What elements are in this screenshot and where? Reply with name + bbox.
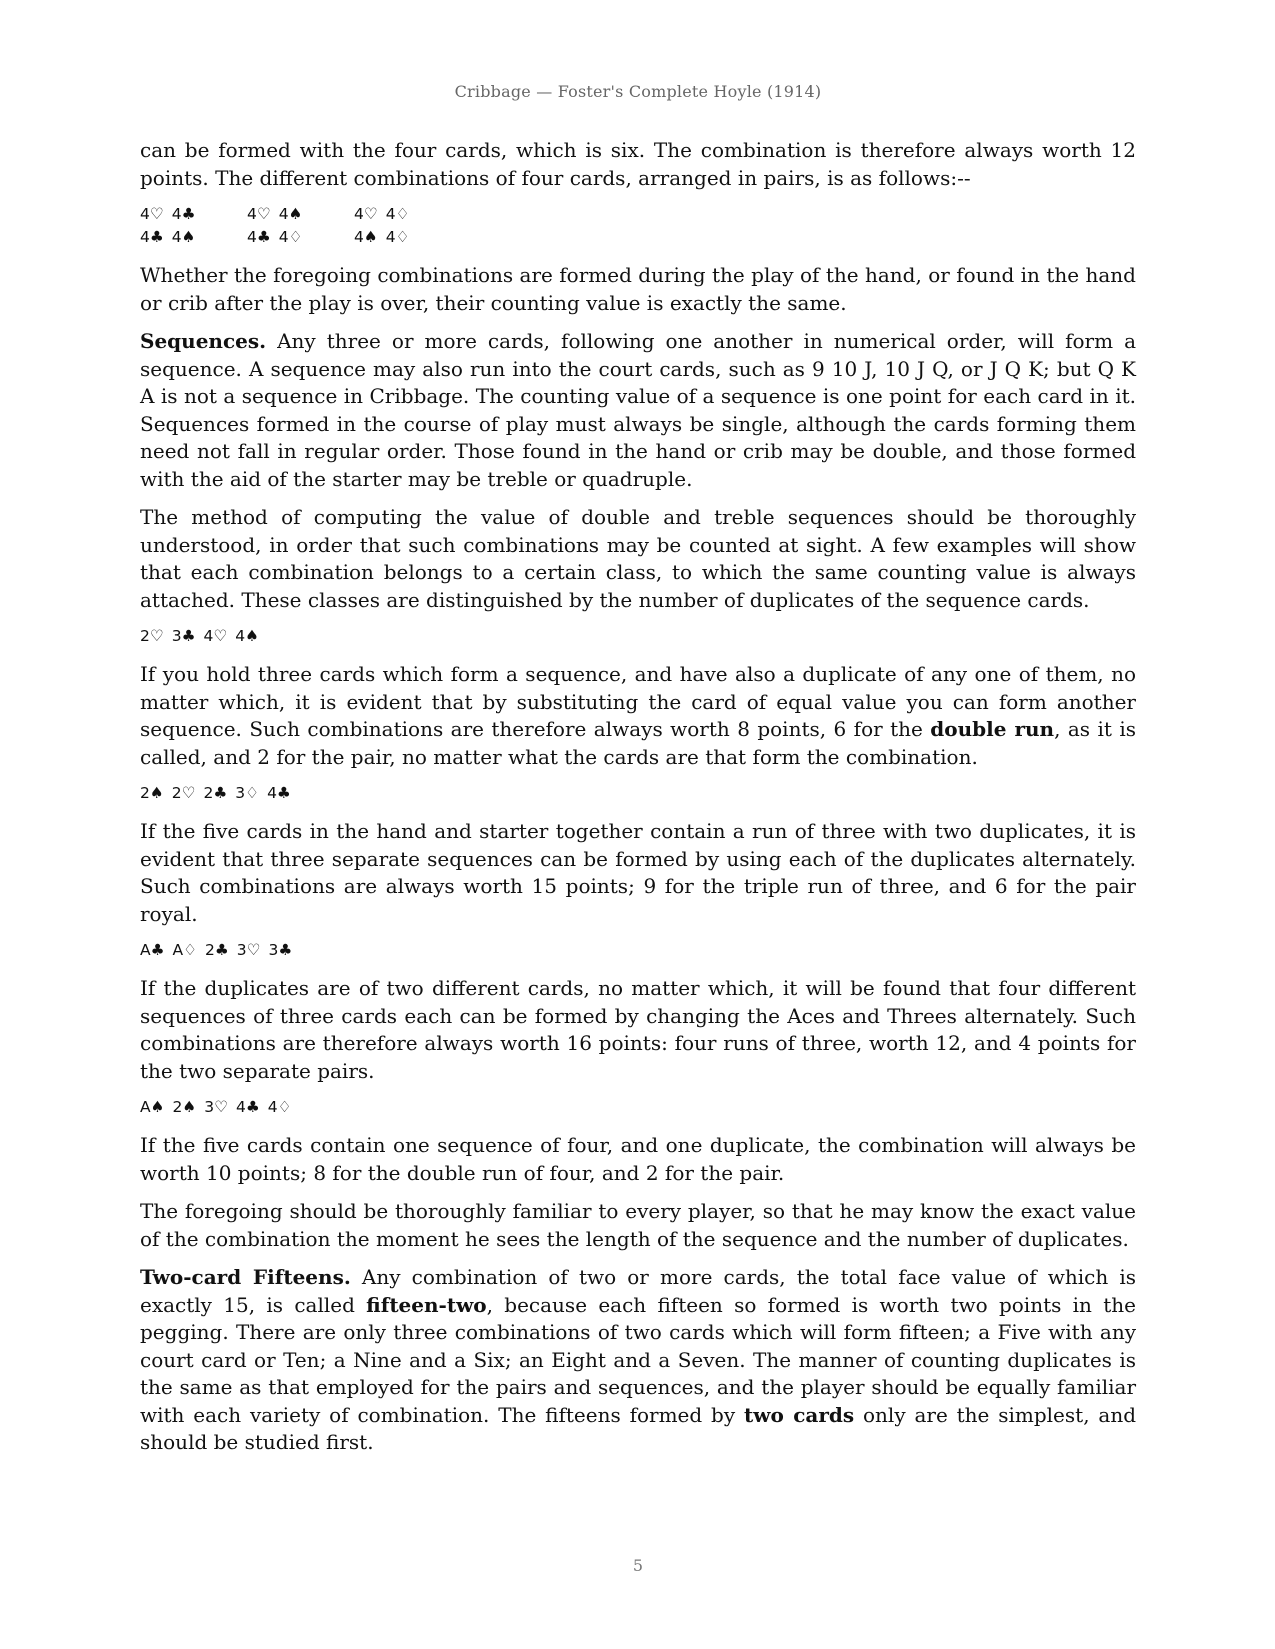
paragraph-computing-method: The method of computing the value of double and treble sequences should be thoroughly understood, in order that such combinations may be counted at sight. A few examples will show that each combination belongs to a certain class, to which the same counting value is always attached. These classes are distinguished by the number of duplicates of the sequence cards. — [140, 505, 1136, 612]
pairs-combinations-table — [140, 203, 1136, 249]
card: 3♢ — [235, 784, 260, 802]
card-pair — [247, 203, 354, 226]
paragraph-pairs-intro: can be formed with the four cards, which is six. The combination is therefore always worth 12 points. The different combinations of four cards, arranged in pairs, is as follows:-- — [140, 138, 1136, 190]
paragraph-quadruple-run: If the duplicates are of two different cards, no matter which, it will be found that four different sequences of three cards each can be formed by changing the Aces and Threes alternately. Such combinations are therefore always worth 16 points: four runs of three, worth 12, and 4 points for the two separate pairs. — [140, 976, 1136, 1083]
page-content — [140, 137, 1136, 1468]
paragraph-text: , because each fifteen so formed is worth two points in the pegging. There are only three combinations of two cards which will form fifteen; a Five with any court card or Ten; a Nine and a Six; an Eight and a Seven. The manner of counting duplicates is the same as that employed for the pairs and sequences, and the player should be equally familiar with each variety of combination. The fifteens formed by — [140, 1292, 1136, 1427]
paragraph-two-card-fifteens — [140, 1264, 1136, 1457]
paragraph-counting-value: Whether the foregoing combinations are formed during the play of the hand, or found in the hand or crib after the play is over, their counting value is exactly the same. — [140, 263, 1136, 315]
card: 4♢ — [385, 205, 410, 223]
card-example-double-run — [140, 625, 1136, 648]
running-head: Cribbage — Foster's Complete Hoyle (1914) — [454, 82, 822, 101]
card: 2♣ — [203, 784, 228, 802]
card-example-triple-run — [140, 782, 1136, 805]
card-pair — [354, 226, 461, 249]
card: 4♡ — [354, 205, 378, 223]
card-pair — [140, 226, 247, 249]
card: 4♡ — [203, 627, 228, 645]
card: A♠ — [140, 1098, 165, 1116]
card-line — [140, 1096, 1136, 1119]
card: 4♣ — [140, 228, 164, 246]
section-heading-sequences: Sequences. — [140, 329, 267, 353]
card: A♢ — [172, 941, 197, 959]
card: 2♠ — [140, 784, 164, 802]
paragraph-text: Any combination of two or more cards, the total face value of which is exactly 15, is called — [140, 1265, 1137, 1317]
card-pair — [247, 226, 354, 249]
card-line — [140, 625, 1136, 648]
card-line — [140, 939, 1136, 962]
paragraph-text: only are the simplest, and should be studied first. — [140, 1402, 1137, 1454]
card: 2♠ — [172, 1098, 197, 1116]
card: 4♠ — [235, 627, 260, 645]
card: 4♢ — [385, 228, 410, 246]
card: 4♡ — [140, 205, 164, 223]
card: 3♣ — [171, 627, 196, 645]
paragraph-text: If you hold three cards which form a sequence, and have also a duplicate of any one of them, no matter which, it is evident that by substituting the card of equal value you can form another sequence. Such combinations are therefore always worth 8 points, 6 for the — [140, 662, 1136, 741]
paragraph-familiarity: The foregoing should be thoroughly familiar to every player, so that he may know the exact value of the combination the moment he sees the length of the sequence and the number of duplicates. — [140, 1199, 1136, 1251]
card: 4♣ — [236, 1098, 260, 1116]
card: 4♠ — [171, 228, 196, 246]
card: 4♣ — [247, 228, 271, 246]
card: 3♡ — [236, 941, 261, 959]
page-number: 5 — [632, 1556, 644, 1575]
card: 4♣ — [171, 205, 196, 223]
card-line — [140, 782, 1136, 805]
term-two-cards: two cards — [743, 1402, 855, 1427]
paragraph-text: Any three or more cards, following one another in numerical order, will form a sequence. A sequence may also run into the court cards, such as 9 10 J, 10 J Q, or J Q K; but Q K A is not a sequence in Cribbage. The counting value of a sequence is one point for each card in it. Sequences formed in the course of play must always be single, although the cards forming them need not fall in regular order. Those found in the hand or crib may be double, and those formed with the aid of the starter may be treble or quadruple. — [140, 329, 1136, 491]
paragraph-triple-run: If the five cards in the hand and starter together contain a run of three with two duplicates, it is evident that three separate sequences can be formed by using each of the duplicates alternately. Such combinations are always worth 15 points; 9 for the triple run of three, and 6 for the pair royal. — [140, 819, 1136, 926]
card-pair — [354, 203, 461, 226]
card: A♣ — [140, 941, 165, 959]
card: 4♢ — [267, 1098, 292, 1116]
section-heading-two-card-fifteens: Two-card Fifteens. — [140, 1265, 351, 1289]
pairs-row-2 — [140, 226, 1136, 249]
card: 4♣ — [267, 784, 291, 802]
paragraph-double-run — [140, 661, 1136, 771]
book-page — [140, 0, 1136, 1649]
card-example-quadruple-run — [140, 939, 1136, 962]
term-double-run: double run — [930, 717, 1055, 741]
card-example-double-run-four — [140, 1096, 1136, 1119]
paragraph-double-run-four: If the five cards contain one sequence of four, and one duplicate, the combination will always be worth 10 points; 8 for the double run of four, and 2 for the pair. — [140, 1133, 1136, 1185]
card: 4♠ — [278, 205, 303, 223]
card: 4♠ — [354, 228, 378, 246]
card-pair — [140, 203, 247, 226]
card: 4♢ — [278, 228, 303, 246]
card: 2♣ — [205, 941, 229, 959]
paragraph-sequences — [140, 328, 1136, 493]
paragraph-text: , as it is called, and 2 for the pair, no matter what the cards are that form the combination. — [140, 717, 1136, 769]
card: 3♡ — [204, 1098, 229, 1116]
term-fifteen-two: fifteen-two — [366, 1292, 487, 1317]
pairs-row-1 — [140, 203, 1136, 226]
card: 2♡ — [140, 627, 164, 645]
card: 2♡ — [171, 784, 196, 802]
card: 4♡ — [247, 205, 271, 223]
card: 3♣ — [268, 941, 293, 959]
